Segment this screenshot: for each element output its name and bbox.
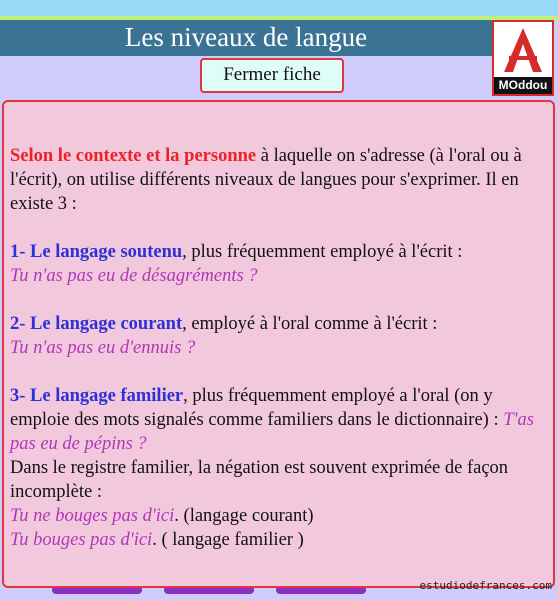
compass-logo-icon — [500, 26, 546, 78]
close-sheet-button[interactable]: Fermer fiche — [200, 58, 344, 93]
example-familier-text: Tu bouges pas d'ici — [10, 530, 153, 550]
level-courant-example: Tu n'as pas eu d'ennuis ? — [10, 338, 196, 358]
site-watermark: estudiodefrances.com — [419, 579, 552, 592]
page-title: Les niveaux de langue — [0, 20, 492, 56]
intro-text: à laquelle on s'adresse (à l'oral ou à l'écrit), on utilise différents niveaux de langues pour s'exprimer. Il en existe 3 : — [10, 146, 522, 214]
level-familier-desc: , plus fréquemment employé a l'oral (on y emploie des mots signalés comme familiers dans le dictionnaire) : — [10, 386, 499, 430]
tab-edge-2 — [164, 588, 254, 594]
level-soutenu-example: Tu n'as pas eu de désagréments ? — [10, 266, 258, 286]
intro-highlight: Selon le contexte et la personne — [10, 146, 257, 166]
level-familier-title: 3- Le langage familier — [10, 386, 184, 406]
level-soutenu — [10, 240, 546, 264]
level-courant-title: 2- Le langage courant — [10, 314, 183, 334]
tab-edge-3 — [276, 588, 366, 594]
example-familier — [10, 528, 546, 552]
tab-edge-1 — [52, 588, 142, 594]
top-strip — [0, 0, 558, 16]
moddou-logo — [492, 20, 554, 96]
example-courant-label: . (langage courant) — [174, 506, 314, 526]
example-courant-text: Tu ne bouges pas d'ici — [10, 506, 175, 526]
level-soutenu-title: 1- Le langage soutenu — [10, 242, 183, 262]
level-courant-desc: , employé à l'oral comme à l'écrit : — [182, 314, 438, 334]
negation-note: Dans le registre familier, la négation est souvent exprimée de façon incomplète : — [10, 458, 509, 502]
intro-paragraph — [10, 144, 546, 216]
level-familier-example: T'as pas eu de pépins ? — [10, 410, 534, 454]
level-familier — [10, 384, 546, 456]
example-courant — [10, 504, 546, 528]
level-soutenu-desc: , plus fréquemment employé à l'écrit : — [182, 242, 463, 262]
level-courant — [10, 312, 546, 336]
logo-text: MOddou — [494, 77, 552, 94]
example-familier-label: . ( langage familier ) — [152, 530, 304, 550]
lesson-content — [10, 144, 546, 552]
